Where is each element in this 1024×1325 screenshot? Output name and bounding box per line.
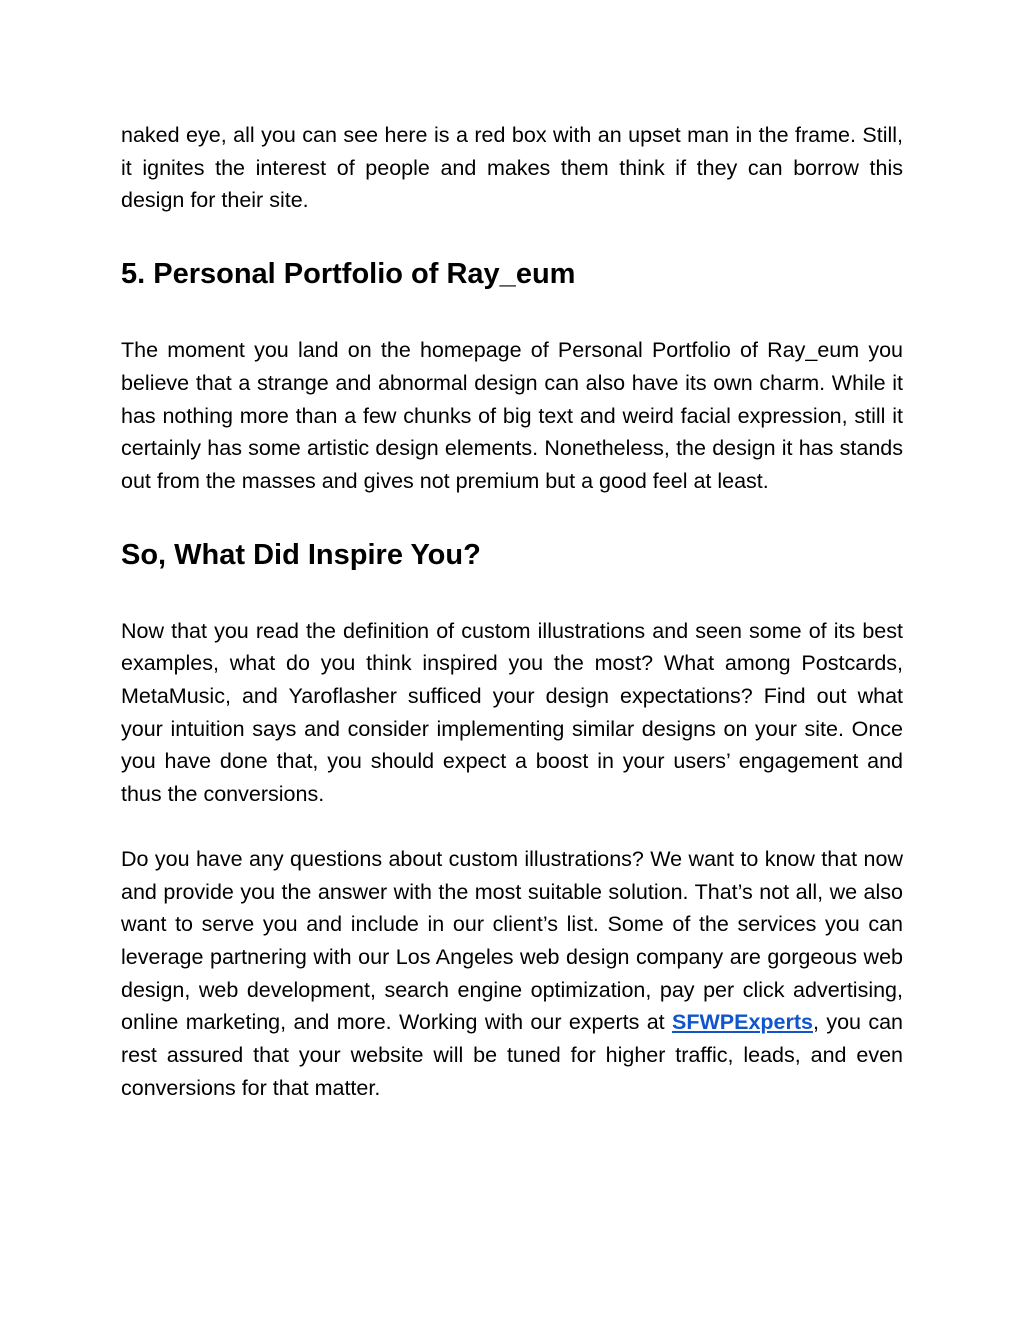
paragraph-inspiration: Now that you read the definition of custom illustrations and seen some of its best examples, what do you think inspired you the most? What among Postcards, MetaMusic, and Yaroflasher sufficed your design expectations? Find out what your intuition says and consider implementing similar designs on your site. Once you have done that, you should expect a boost in your users’ engagement and thus the conversions.: [121, 618, 903, 807]
paragraph-personal-portfolio: The moment you land on the homepage of Personal Portfolio of Ray_eum you believe that a strange and abnormal design can also have its own charm. While it has nothing more than a few chunks of big text and weird facial expression, still it certainly has some artistic design elements. Nonetheless, the design it has stands out from the masses and gives not premium but a good feel at least.: [121, 338, 903, 493]
closing-text-before-link: Do you have any questions about custom illustrations? We want to know that now and provide you the answer with the most suitable solution. That’s not all, we also want to serve you and include in our client’s list. Some of the services you can leverage partnering with our Los Angeles web design company are gorgeous web design, web development, search engine optimization, pay per click advertising, online marketing, and more. Working with our experts at: [121, 846, 903, 1035]
paragraph-closing: [121, 843, 903, 1105]
section-heading-personal-portfolio: 5. Personal Portfolio of Ray_eum: [121, 258, 576, 291]
section-heading-inspiration: So, What Did Inspire You?: [121, 538, 481, 571]
sfwpexperts-link[interactable]: SFWPExperts: [672, 1010, 813, 1035]
paragraph-intro-continued: naked eye, all you can see here is a red box with an upset man in the frame. Still, it ignites the interest of people and makes them think if they can borrow this design for their site.: [121, 123, 903, 213]
closing-text-after-link: , you can rest assured that your website will be tuned for higher traffic, leads, and even conversions for that matter.: [121, 1010, 903, 1100]
document-page: [121, 119, 903, 1104]
